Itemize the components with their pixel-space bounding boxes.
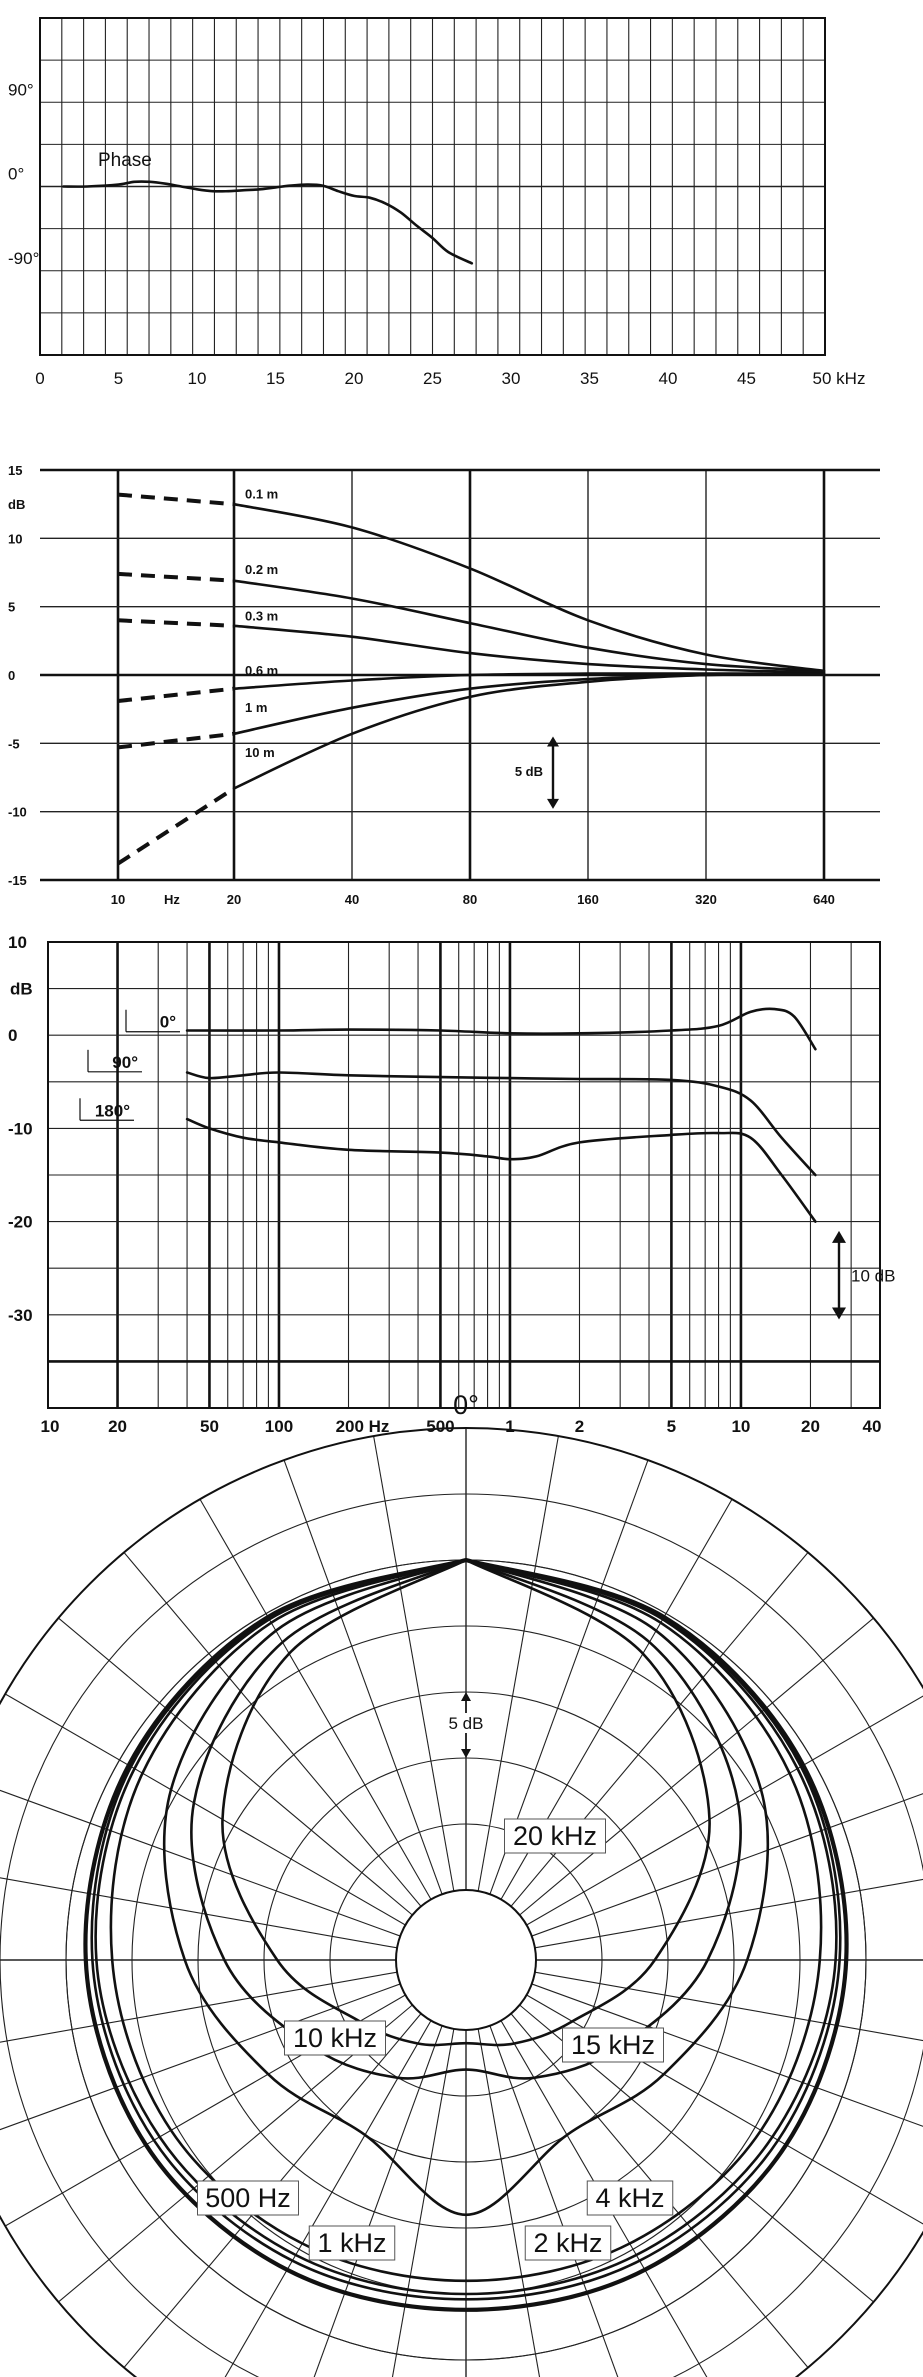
x-tick-label: 320 [695,892,717,907]
y-tick-label: -15 [8,873,27,888]
x-tick-label: 25 [423,369,442,388]
polar-title: 0° [453,1390,479,1420]
series-label: 180° [94,1101,130,1121]
series-label-phase: Phase [98,150,152,171]
y-tick-label: 90° [8,80,34,100]
polar-series-label: 2 kHz [533,2228,603,2258]
x-tick-label: 500 [426,1417,455,1436]
phase-chart [8,18,865,388]
polar-series-label: 15 kHz [570,2030,656,2060]
x-tick-label: 80 [462,892,478,907]
polar-series-label: 500 Hz [205,2183,291,2213]
polar-spoke [374,1436,454,1891]
scale-annotation: 10 dB [851,1266,896,1286]
series-dashed-extension [118,574,234,581]
scale-arrow-head-up [832,1231,846,1243]
polar-series-label: 10 kHz [292,2023,378,2053]
y-tick-label: -10 [8,1119,33,1139]
x-tick-label: 10 [40,1417,60,1436]
frequency-response-chart [8,933,895,1436]
series-label: 1 m [245,699,268,715]
scale-annotation: 5 dB [514,764,543,780]
y-tick-label: -20 [8,1212,33,1232]
x-tick-label: 20 [801,1417,820,1436]
x-tick-label: 160 [577,892,599,907]
x-tick-label: 10 [731,1417,751,1436]
x-tick-label: 40 [658,369,678,388]
scale-arrow-head-down [547,799,559,809]
series-dashed-extension [118,689,234,701]
polar-series-label: 4 kHz [595,2183,665,2213]
x-tick-label: 10 [187,369,207,388]
x-tick-label: 20 [344,369,364,388]
y-tick-label: 0° [8,164,25,184]
scale-arrow-head-down [832,1307,846,1319]
scale-arrow-head-up [547,737,559,747]
y-tick-label: 15 [8,463,23,478]
polar-spoke [284,1460,442,1894]
y-tick-label: -5 [8,736,20,752]
x-tick-label: 100 [264,1417,294,1436]
x-tick-label: 15 [266,369,285,388]
proximity-effect-chart [8,463,880,907]
series-label: 0.3 m [245,608,279,624]
y-tick-label: 5 [8,599,16,615]
x-tick-label: 5 [113,369,124,388]
x-tick-label: 40 [862,1417,882,1436]
polar-spoke [58,1618,412,1915]
y-tick-label: 10 [8,531,23,547]
x-tick-label: 20 [226,892,242,907]
series-line [234,504,824,671]
series-label: 0.6 m [245,663,279,678]
polar-spoke [520,1618,874,1915]
series-label: 10 m [245,745,275,760]
series-label: 90° [112,1052,138,1072]
y-axis-unit: dB [8,497,26,513]
x-tick-label: 200 Hz [335,1417,390,1436]
x-tick-label: 50 [199,1417,219,1436]
x-tick-label: 30 [501,369,521,388]
x-axis-unit: Hz [164,892,180,907]
scale-arrow-head-down [461,1749,471,1758]
y-tick-label: 0 [8,1026,18,1046]
series-dashed-extension [118,788,234,863]
polar-pattern-chart [0,1390,923,2377]
x-tick-label: 50 kHz [812,369,866,388]
polar-series-label: 1 kHz [317,2228,387,2258]
series-label: 0.1 m [245,486,279,502]
polar-spoke [5,1694,405,1925]
y-tick-label: -90° [8,248,40,268]
y-tick-label: -30 [8,1305,33,1325]
x-tick-label: 0 [35,369,45,388]
polar-spoke [374,2029,454,2377]
series-label: 0.2 m [245,561,279,577]
polar-center [396,1890,536,2030]
x-tick-label: 20 [108,1417,127,1436]
series-dashed-extension [118,620,234,626]
scale-annotation: 5 dB [448,1714,484,1733]
x-tick-label: 35 [580,369,599,388]
series-dashed-extension [118,734,234,748]
x-tick-label: 640 [813,892,835,907]
series-label: 0° [159,1012,176,1032]
series-dashed-extension [118,495,234,505]
polar-spoke [478,2029,558,2377]
y-tick-label: 10 [8,933,27,952]
polar-spoke [0,1868,397,1948]
x-tick-label: 1 [505,1417,515,1436]
x-tick-label: 5 [666,1417,677,1436]
series-line [187,1009,815,1049]
scale-arrow-head-up [461,1692,471,1701]
x-tick-label: 40 [344,892,360,907]
series-line [187,1119,815,1222]
polar-series-label: 20 kHz [512,1821,598,1851]
x-tick-label: 45 [737,369,756,388]
x-tick-label: 10 [110,892,126,907]
y-axis-unit: dB [10,979,33,999]
y-tick-label: -10 [8,804,27,820]
x-tick-label: 2 [574,1417,585,1436]
y-tick-label: 0 [8,668,16,683]
